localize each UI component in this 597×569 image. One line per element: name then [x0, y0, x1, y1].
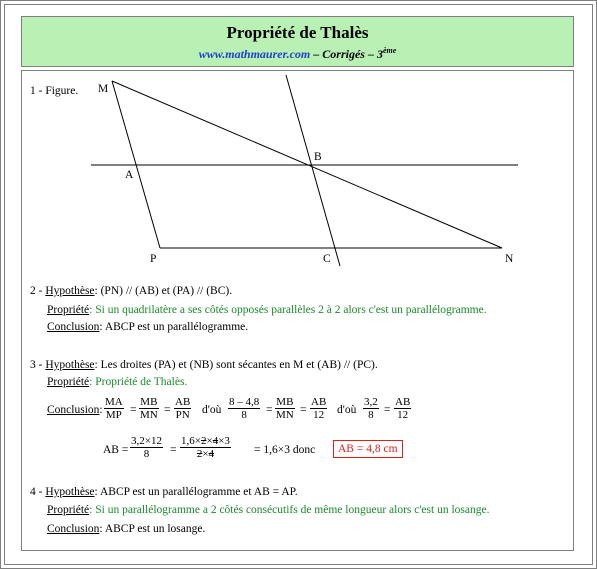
fraction-8-minus-4-8: $\frac{8 - 4,8}{8}$: [229, 396, 260, 421]
point-label-n: N: [505, 253, 514, 265]
fraction-ab-12-2: $\frac{AB}{12}$: [395, 396, 411, 421]
point-label-p: P: [150, 253, 157, 265]
equals-5: =: [384, 404, 391, 416]
subtitle-suffix: – Corrigés – 3: [310, 47, 383, 61]
s3-hypothesis: 3 - Hypothèse: Les droites (PA) et (NB) sont sécantes en M et (AB) // (PC).: [30, 359, 378, 371]
fraction-simplified: $\frac{1,6\times 2\times 4\times 3}{2\times 4}$: [181, 435, 230, 460]
s2-hypothesis: 2 - Hypothèse: (PN) // (AB) et (PA) // (BC).: [30, 285, 233, 297]
equals-1: =: [130, 404, 137, 416]
fraction-3-2x12-8: $\frac{3,2\times 12}{8}$: [131, 435, 162, 460]
line-bc: [286, 75, 340, 266]
point-label-m: M: [98, 83, 109, 95]
point-label-b: B: [314, 151, 322, 163]
final-answer-box: AB = 4,8 cm: [333, 440, 403, 458]
equals-6: =: [170, 444, 177, 456]
s4-property: Propriété: Si un parallélogramme a 2 côtés consécutifs de même longueur alors c'est un losange.: [47, 504, 490, 516]
fraction-ab-12: $\frac{AB}{12}$: [311, 396, 327, 421]
point-label-a: A: [125, 169, 134, 181]
site-link[interactable]: www.mathmaurer.com: [198, 47, 311, 61]
fraction-3-2-8: $\frac{3,2}{8}$: [364, 396, 378, 421]
s3-conclusion-label: Conclusion:: [47, 404, 103, 416]
s2-conclusion: Conclusion: ABCP est un parallélogramme.: [47, 321, 249, 333]
dou-2: d'où: [337, 404, 357, 416]
s3-property: Propriété: Propriété de Thalès.: [47, 376, 188, 388]
subtitle-sup: ème: [382, 46, 397, 55]
s4-conclusion: Conclusion: ABCP est un losange.: [47, 523, 206, 535]
ab-prefix: AB =: [103, 444, 129, 456]
equals-3: =: [266, 404, 273, 416]
fraction-mb-mn-2: $\frac{MB}{MN}$: [276, 396, 294, 421]
figure-heading: 1 - Figure.: [30, 85, 79, 97]
fraction-ab-pn: $\frac{AB}{PN}$: [175, 396, 191, 421]
result-text: = 1,6×3 donc: [254, 444, 316, 456]
fraction-mb-mn: $\frac{MB}{MN}$: [140, 396, 158, 421]
fraction-ma-mp: $\frac{MA}{MP}$: [105, 396, 123, 421]
s4-hypothesis: 4 - Hypothèse: ABCP est un parallélogramme et AB = AP.: [30, 486, 298, 498]
page-title: Propriété de Thalès: [226, 23, 369, 42]
point-label-c: C: [323, 253, 331, 265]
equals-4: =: [300, 404, 307, 416]
equals-2: =: [164, 404, 171, 416]
dou-1: d'où: [202, 404, 222, 416]
s2-property: Propriété: Si un quadrilatère a ses côtés opposés parallèles 2 à 2 alors c'est un parallélogramme.: [47, 304, 487, 316]
